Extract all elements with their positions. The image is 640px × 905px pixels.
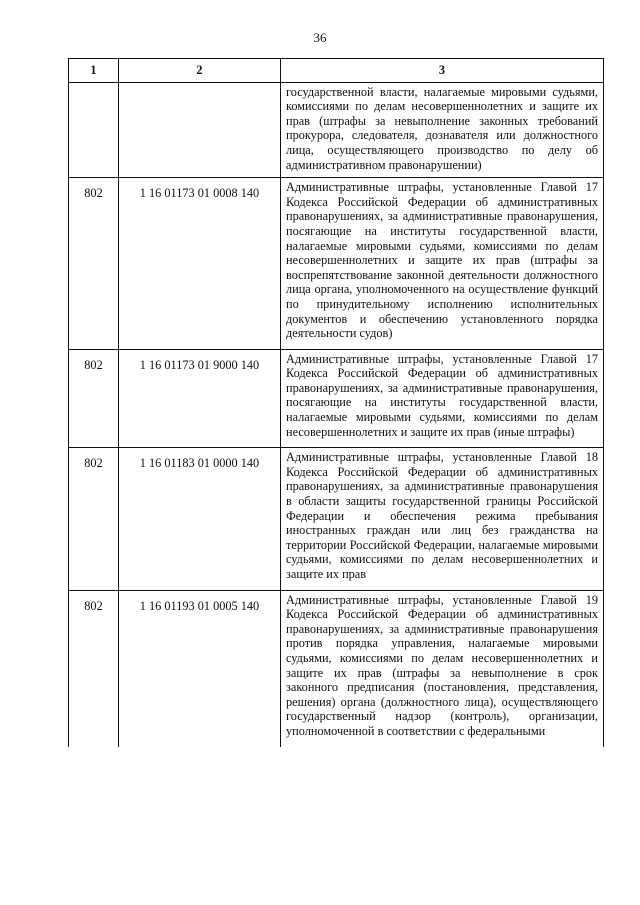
description-cell: Административные штрафы, установленные Главой 19 Кодекса Российской Федерации об административных правонарушениях, за административные правонарушения против порядка управления, налагаемые мировыми судьями, комиссиями по делам несовершеннолетних и защите их прав (штрафы за невыполнение в срок законного предписания (постановления, представления, решения) органа (должностного лица), осуществляющего государственный надзор (контроль), организации, уполномоченной в соответствии с федеральными [281,590,604,746]
description-cell: Административные штрафы, установленные Главой 17 Кодекса Российской Федерации об административных правонарушениях, за административные правонарушения, посягающие на институты государственной власти, налагаемые мировыми судьями, комиссиями по делам несовершеннолетних и защите их прав (штрафы за воспрепятствование законной деятельности должностного лица органа, уполномоченного на осуществление функций по принудительному исполнению исполнительных документов и обеспечению установленного порядка деятельности судов) [281,178,604,350]
description-cell: Административные штрафы, установленные Главой 18 Кодекса Российской Федерации об административных правонарушениях, за административные правонарушения в области защиты государственной границы Российской Федерации и обеспечения режима пребывания иностранных граждан или лиц без гражданства на территории Российской Федерации, налагаемые мировыми судьями, комиссиями по делам несовершеннолетних и защите их прав [281,448,604,590]
budget-code-cell: 1 16 01173 01 0008 140 [119,178,281,350]
admin-code-cell: 802 [69,178,119,350]
header-col-2: 2 [119,59,281,83]
admin-code-cell: 802 [69,590,119,746]
table-row [69,448,604,590]
budget-code-cell: 1 16 01193 01 0005 140 [119,590,281,746]
header-col-3: 3 [281,59,604,83]
description-cell: Административные штрафы, установленные Главой 17 Кодекса Российской Федерации об административных правонарушениях, за административные правонарушения, посягающие на институты государственной власти, налагаемые мировыми судьями, комиссиями по делам несовершеннолетних и защите их прав (иные штрафы) [281,349,604,448]
admin-code-cell: 802 [69,349,119,448]
table-header-row [69,59,604,83]
description-cell: государственной власти, налагаемые мировыми судьями, комиссиями по делам несовершеннолетних и защите их прав (штрафы за невыполнение законных требований прокурора, следователя, дознавателя или должностного лица, осуществляющего производство по делу об административном правонарушении) [281,82,604,178]
budget-code-cell [119,82,281,178]
table-row [69,178,604,350]
table-row [69,590,604,746]
revenue-codes-table [68,58,604,747]
table-row [69,349,604,448]
admin-code-cell: 802 [69,448,119,590]
page-number: 36 [313,30,327,45]
header-col-1: 1 [69,59,119,83]
admin-code-cell [69,82,119,178]
budget-code-cell: 1 16 01173 01 9000 140 [119,349,281,448]
budget-code-cell: 1 16 01183 01 0000 140 [119,448,281,590]
table-row-continuation [69,82,604,178]
